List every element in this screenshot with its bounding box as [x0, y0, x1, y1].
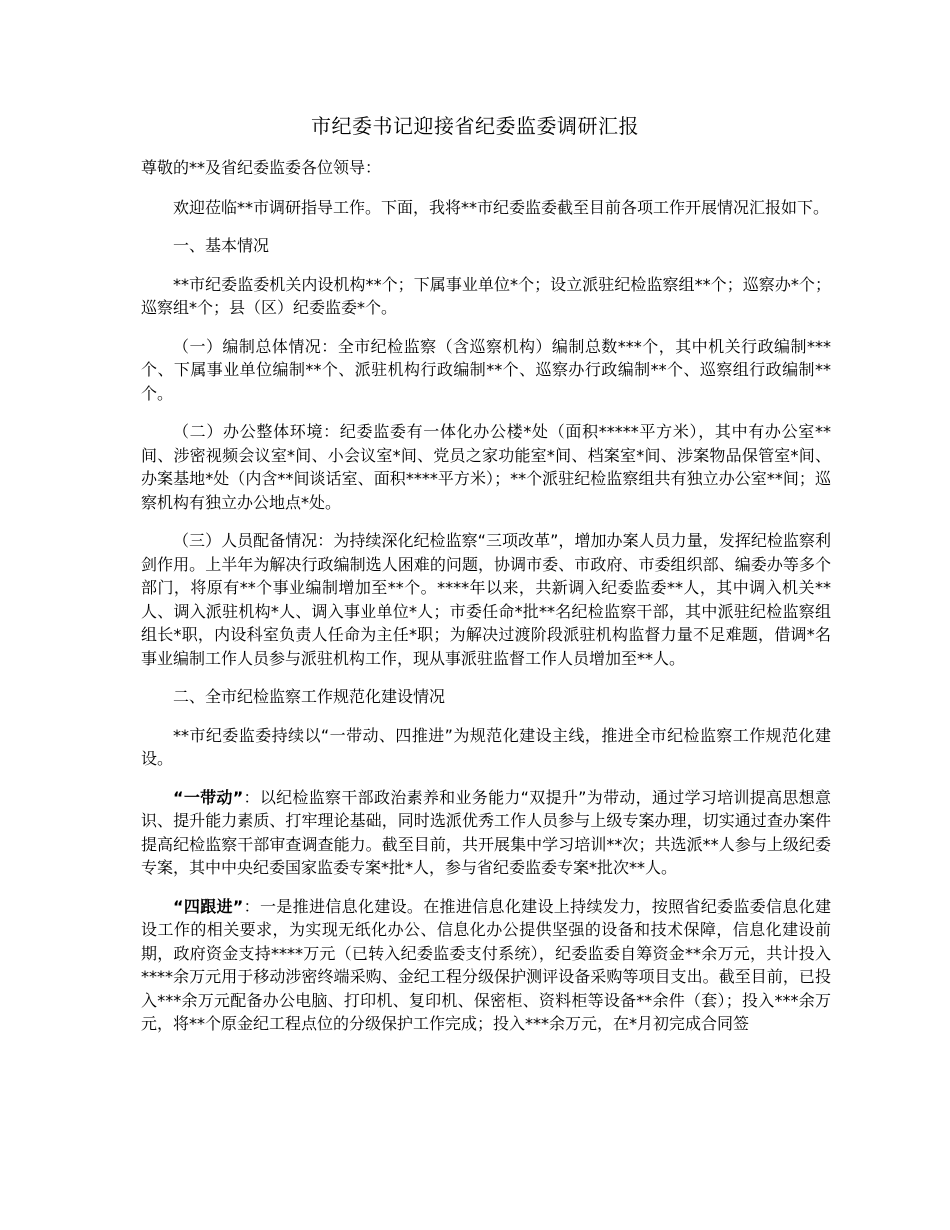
- salutation: 尊敬的**及省纪委监委各位领导：: [141, 158, 382, 177]
- paragraph-office-environment: （二）办公整体环境：纪委监委有一体化办公楼*处（面积*****平方米），其中有办公室**间、涉密视频会议室*间、小会议室*间、党员之家功能室*间、档案室*间、涉案物品保管室*间、办案基地*处（内含**间谈话室、面积****平方米）；**个派驻纪检监察组共有独立办公室**间；巡察机构有独立办公地点*处。: [141, 422, 831, 512]
- lead-text-four-follow: ：一是推进信息化建设。在推进信息化建设上持续发力，按照省纪委监委信息化建设工作的相关要求，为实现无纸化办公、信息化办公提供坚强的设备和技术保障，信息化建设前期，政府资金支持****万元（已转入纪委监委支付系统），纪委监委自筹资金**余万元，共计投入****余万元用于移动涉密终端采购、金纪工程分级保护测评设备采购等项目支出。截至目前，已投入***余万元配备办公电脑、打印机、复印机、保密柜、资料柜等设备**余件（套）；投入***余万元，将**个原金纪工程点位的分级保护工作完成；投入***余万元，在*月初完成合同签: [141, 896, 831, 1033]
- paragraph-welcome: 欢迎莅临**市调研指导工作。下面，我将**市纪委监委截至目前各项工作开展情况汇报如下。: [173, 197, 830, 217]
- lead-label-four-follow: “四跟进”: [173, 896, 244, 916]
- paragraph-four-follow: [141, 895, 831, 1036]
- section-heading-basic: 一、基本情况: [173, 236, 270, 255]
- lead-label-one-driver: “一带动”: [173, 787, 244, 807]
- paragraph-staffing-quota: （一）编制总体情况：全市纪检监察（含巡察机构）编制总数***个，其中机关行政编制***个、下属事业单位编制**个、派驻机构行政编制**个、巡察办行政编制**个、巡察组行政编制**个。: [141, 336, 831, 403]
- lead-text-one-driver: ：以纪检监察干部政治素养和业务能力“双提升”为带动，通过学习培训提高思想意识、提升能力素质、打牢理论基础，同时选派优秀工作人员参与上级专案办理，切实通过查办案件提高纪检监察干部审查调查能力。截至目前，共开展集中学习培训**次；共选派**人参与上级纪委专案，其中中央纪委国家监委专案*批*人，参与省纪委监委专案*批次**人。: [141, 787, 831, 877]
- paragraph-personnel: （三）人员配备情况：为持续深化纪检监察“三项改革”，增加办案人员力量，发挥纪检监察利剑作用。上半年为解决行政编制选人困难的问题，协调市委、市政府、市委组织部、编委办等多个部门，将原有**个事业编制增加至**个。****年以来，共新调入纪委监委**人，其中调入机关**人、调入派驻机构*人、调入事业单位*人；市委任命*批**名纪检监察干部，其中派驻纪检监察组组长*职，内设科室负责人任命为主任*职；为解决过渡阶段派驻机构监督力量不足难题，借调*名事业编制工作人员参与派驻机构工作，现从事派驻监督工作人员增加至**人。: [141, 531, 831, 668]
- paragraph-one-driver: [141, 786, 831, 880]
- paragraph-mainline: **市纪委监委持续以“一带动、四推进”为规范化建设主线，推进全市纪检监察工作规范化建设。: [141, 725, 831, 768]
- document-body: [141, 156, 831, 1051]
- section-heading-standardization: 二、全市纪检监察工作规范化建设情况: [173, 687, 446, 706]
- document-title: 市纪委书记迎接省纪委监委调研汇报: [311, 114, 639, 138]
- paragraph-institutions: **市纪委监委机关内设机构**个；下属事业单位*个；设立派驻纪检监察组**个；巡察办*个；巡察组*个；县（区）纪委监委*个。: [141, 274, 831, 317]
